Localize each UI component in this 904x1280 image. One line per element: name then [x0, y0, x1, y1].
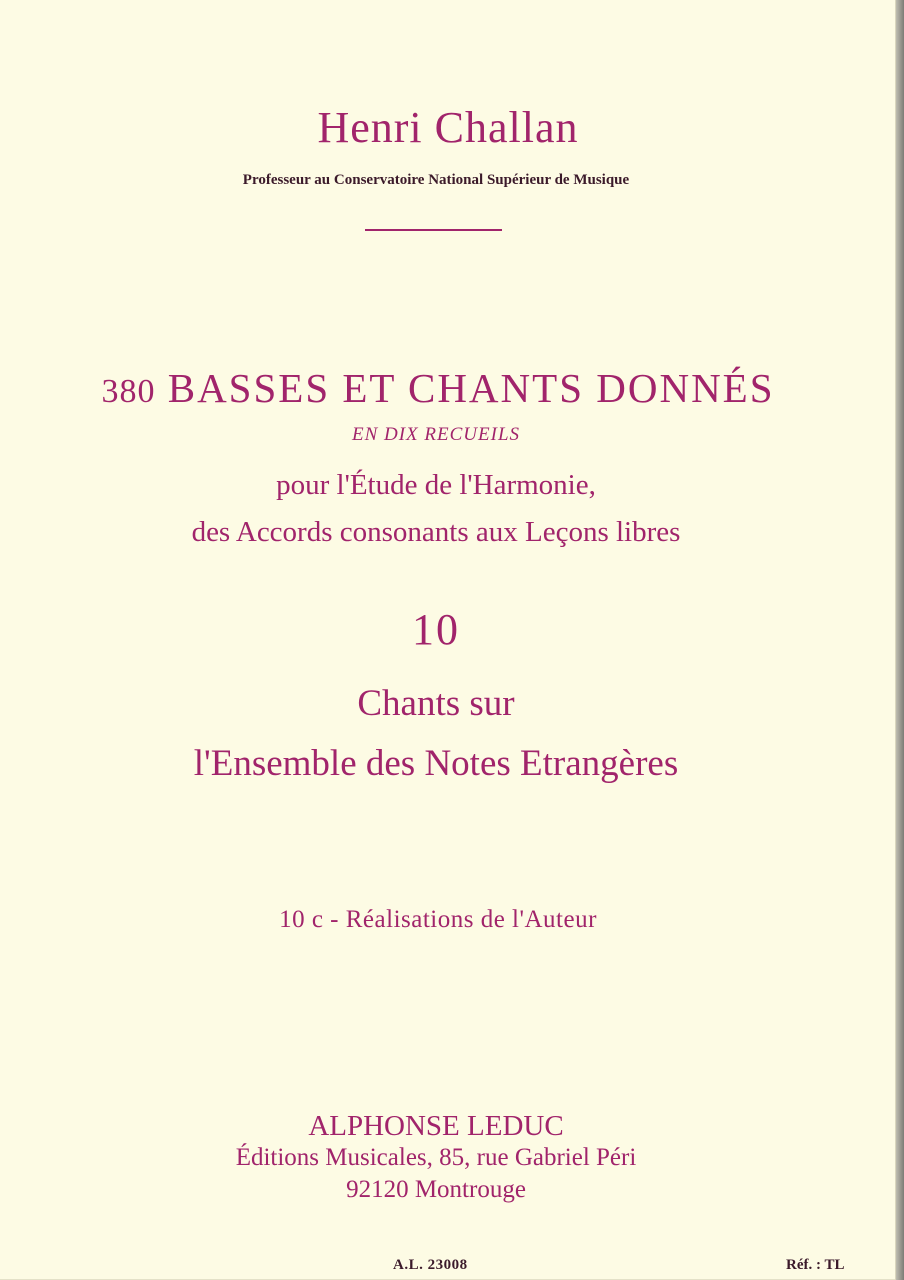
realisations-label: 10 c - Réalisations de l'Auteur — [279, 906, 597, 933]
purpose-line-1: pour l'Étude de l'Harmonie, — [276, 469, 596, 501]
publisher-address-1: Éditions Musicales, 85, rue Gabriel Péri — [235, 1144, 637, 1171]
publisher-address-2: 92120 Montrouge — [346, 1176, 526, 1203]
purpose-line-2: des Accords consonants aux Leçons libres — [191, 516, 681, 548]
volume-title-line-2: l'Ensemble des Notes Etrangères — [193, 743, 679, 784]
publisher-name: ALPHONSE LEDUC — [308, 1110, 564, 1142]
main-title-number: 380 — [101, 373, 156, 410]
catalog-number: A.L. 23008 — [393, 1257, 468, 1273]
volume-number: 10 — [412, 605, 460, 654]
title-subtitle: EN DIX RECUEILS — [351, 424, 521, 445]
volume-title-line-1: Chants sur — [357, 683, 515, 724]
divider-rule — [365, 229, 502, 231]
main-title — [0, 364, 886, 412]
author-name: Henri Challan — [317, 103, 579, 152]
main-title-text: BASSES ET CHANTS DONNÉS — [167, 365, 775, 411]
author-title: Professeur au Conservatoire National Supérieur de Musique — [242, 172, 630, 188]
reference-code: Réf. : TL — [786, 1257, 845, 1273]
page-edge — [896, 0, 904, 1280]
